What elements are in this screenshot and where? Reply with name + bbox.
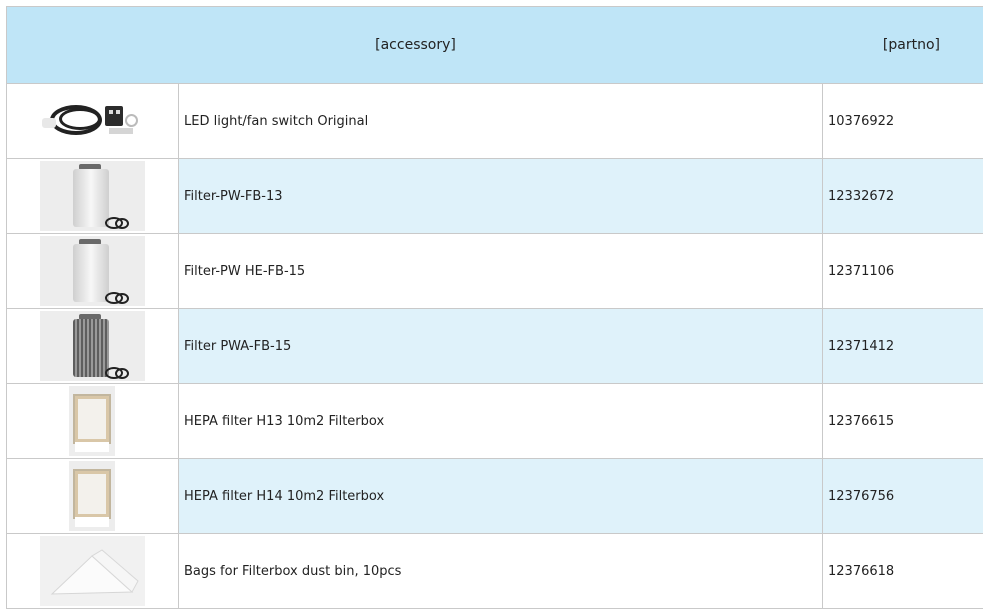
accessory-column-header: [accessory] [375,37,456,53]
row-partno: 12371412 [823,309,983,383]
row-partno: 12371106 [828,263,895,279]
row-partno: 12376615 [828,413,895,429]
table-row [7,459,983,534]
table-row [7,234,983,309]
row-partno: 12376618 [828,563,895,579]
table-row [7,384,983,459]
product-thumbnail [7,534,179,608]
table-row [7,84,983,159]
partno-column-header: [partno] [882,37,940,53]
row-description: HEPA filter H14 10m2 Filterbox [179,459,823,533]
row-description: LED light/fan switch Original [179,84,823,158]
product-thumbnail [7,459,179,533]
product-thumbnail [7,384,179,458]
row-partno: 12332672 [823,159,983,233]
row-description: Bags for Filterbox dust bin, 10pcs [179,534,823,608]
table-row [7,534,983,609]
row-description: Filter-PW-FB-13 [179,159,823,233]
table-row [7,159,983,234]
product-thumbnail [7,309,179,383]
row-description: Filter PWA-FB-15 [179,309,823,383]
row-description: Filter-PW HE-FB-15 [179,234,823,308]
product-thumbnail [7,84,179,158]
accessory-table [6,6,983,609]
row-description: HEPA filter H13 10m2 Filterbox [179,384,823,458]
row-partno: 12376756 [823,459,983,533]
row-partno: 10376922 [828,113,895,129]
product-thumbnail [7,159,179,233]
table-row [7,309,983,384]
table-header [7,7,983,84]
product-thumbnail [7,234,179,308]
